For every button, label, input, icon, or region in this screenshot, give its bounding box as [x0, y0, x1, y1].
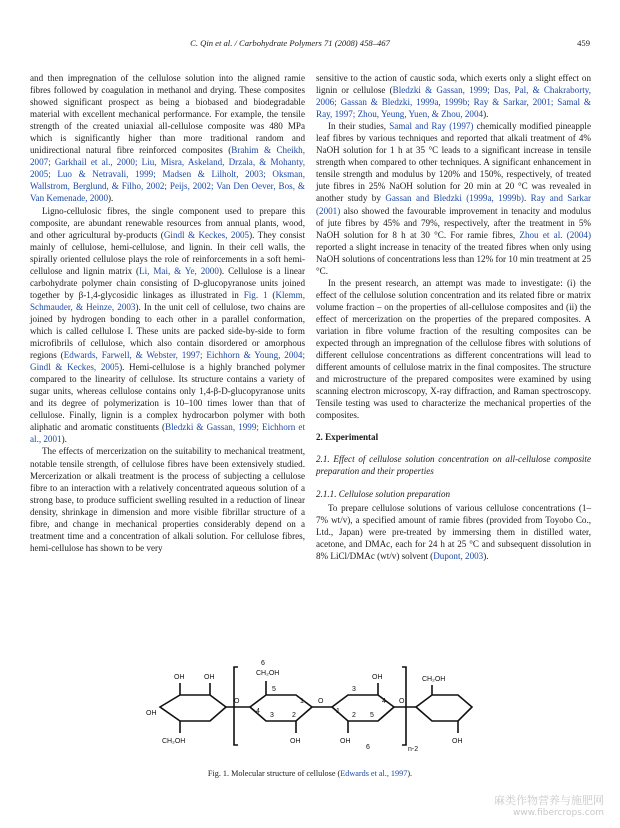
body-text: chemically modified pineapple leaf fibres by various techniques and reported that alkali treatment of 4% NaOH solution for 1 h at 35 °C leads to a significant increase in tensile strength when compared to other techniques. A significant enhancement in tensile strength and modulus by 120% and 150%, respectively, of treated jute fibres in 25% NaOH solution for 20 min at 20 °C was revealed in another study by: [316, 121, 591, 204]
citation-link[interactable]: Li, Mai, & Ye, 2000: [139, 265, 219, 276]
body-text: ).: [483, 550, 489, 561]
cellulose-structure-diagram: [140, 645, 480, 765]
body-text: ).: [108, 193, 114, 204]
page-number: 459: [577, 38, 590, 48]
body-text: To prepare cellulose solutions of various cellulose concentrations (1–7% wt/v), a specified amount of ramie fibres (provided from Toyobo Co., Ltd., Japan) were pre-treated by immersing them in distilled water, acetone, and DMAc, each for 24 h at 25 °C and subsequent dissolution in 8% LiCl/DMAc (wt/v) solvent (: [316, 502, 591, 561]
oxygen-label: O: [234, 698, 240, 705]
carbon-number-label: 3: [352, 686, 356, 693]
citation-link[interactable]: Edwards, Farwell, & Webster, 1997; Eichhorn & Young, 2004; Gindl & Keckes, 2005: [30, 350, 305, 373]
carbon-number-label: 3: [270, 712, 274, 719]
subsubsection-heading: 2.1.1. Cellulose solution preparation: [316, 488, 451, 499]
oh-label: OH: [372, 674, 383, 681]
running-header: [30, 38, 590, 52]
citation-link[interactable]: Klemm, Schmauder, & Heinze, 2003: [30, 289, 305, 312]
body-text: and then impregnation of the cellulose solution into the aligned ramie fibres followed by coagulation in methanol and drying. These composites showed significant prospect as being a biobased and biodegradable material with excellent mechanical performance. For example, the tensile strength of the created uniaxial all-cellulose composite was 480 MPa which is significantly higher than more traditional random and unidirectional natural fibre reinforced composites (: [30, 73, 305, 156]
paragraph: [316, 120, 591, 277]
carbon-number-label: 1: [300, 698, 304, 705]
oh-label: OH: [290, 738, 301, 745]
carbon-number-label: 1: [336, 708, 340, 715]
body-text: .: [523, 193, 531, 204]
caption-text: Fig. 1. Molecular structure of cellulose (: [207, 769, 341, 778]
left-column: [30, 72, 305, 554]
subsection-heading: 2.1. Effect of cellulose solution concentration on all-cellulose composite preparation and their properties: [316, 454, 591, 477]
watermark-title: 麻类作物营养与施肥网: [494, 794, 604, 807]
oh-label: OH: [146, 710, 157, 717]
paragraph: [30, 72, 305, 205]
carbon-number-label: 2: [292, 712, 296, 719]
body-text: In their studies,: [328, 121, 390, 132]
paragraph: [316, 502, 591, 562]
citation-link[interactable]: Dupont, 2003: [433, 550, 484, 561]
paragraph: [30, 445, 305, 553]
citation-link[interactable]: Ray and Sarkar (2001): [316, 193, 592, 216]
citation-link[interactable]: Gindl & Keckes, 2005: [163, 229, 250, 240]
body-text: ). In the unit cell of cellulose, two chains are joined by hydrogen bonding to each other in a parallel conformation, which is called cellulose I. These units are packed side-by-side to form microfibrils of cellulose, which also contain disordered or amorphous regions (: [30, 301, 305, 361]
oxygen-label: O: [399, 698, 405, 705]
citation-link[interactable]: Fig. 1: [243, 289, 268, 300]
oh-label: OH: [174, 674, 185, 681]
citation-link[interactable]: Samal and Ray (1997): [389, 121, 474, 132]
body-text: In the present research, an attempt was made to investigate: (i) the effect of the cellulose solution concentration and its related fibre or matrix volume fraction – on the properties of all-cellulose composites and (ii) the effect of mercerization on the properties of the prepared composites. A variation in fibre volume fraction of the resulting composites can be expected through an impregnation of the cellulose fibres with solutions of different cellulose concentrations as different concentrations will lead to different amounts of cellulose matrix in the final composites. The structure and microstructure of the prepared composites were examined by using scanning electron microscopy, X-ray diffraction, and Raman spectroscopy. Tensile testing was used to characterize the mechanical properties of the composites.: [316, 277, 591, 421]
body-text: also showed the favourable improvement in tenacity and modulus of jute fibres by 45% and 79%, respectively, after the treatment in 5% NaOH solution for 8 h at 30 °C. For ramie fibres,: [316, 205, 591, 240]
oh-label: OH: [340, 738, 351, 745]
journal-citation: C. Qin et al. / Carbohydrate Polymers 71 (2008) 458–467: [190, 38, 390, 48]
ch2oh-label: CH₂OH: [162, 738, 186, 745]
paragraph: [30, 205, 305, 446]
body-text: ). They consist mainly of cellulose, hemi-cellulose, and lignin. In their cell walls, the spirally oriented cellulose plays the role of reinforcements in a soft hemi-cellulose and lignin matrix (: [30, 229, 305, 276]
citation-link[interactable]: Bledzki & Gassan, 1999; Das, Pal, & Chakraborty, 2006; Gassan & Bledzki, 1999a, 1999b; Ray & Sarkar, 2001; Samal & Ray, 1997; Zhou, Yeung, Yuen, & Zhou, 2004: [316, 85, 592, 120]
body-text: ). Cellulose is a linear carbohydrate polymer chain consisting of D-glucopyranose units joined together by β-1,4-glycosidic linkages as illustrated in: [30, 265, 305, 300]
body-text: ).: [61, 434, 67, 445]
carbon-number-label: 4: [382, 698, 386, 705]
paragraph: [316, 277, 591, 422]
right-column: [316, 72, 591, 562]
citation-link[interactable]: Gassan and Bledzki (1999a, 1999b): [385, 193, 524, 204]
carbon-number-label: 4: [256, 708, 260, 715]
oh-label: OH: [452, 738, 463, 745]
citation-link[interactable]: Zhou et al. (2004): [519, 229, 591, 240]
caption-text: ).: [407, 769, 413, 778]
carbon-number-label: 5: [370, 712, 374, 719]
body-text: sensitive to the action of caustic soda, which exerts only a slight effect on lignin or cellulose (: [316, 73, 591, 96]
ch2oh-label: CH₂OH: [256, 670, 280, 677]
citation-link[interactable]: Brahim & Cheikh, 2007; Garkhail et al., 2000; Liu, Misra, Askeland, Drzala, & Mohanty, 2005; Luo & Netravali, 1999; Madsen & Lilholt, 2003; Oksman, Wallstrom, Berglund, & Filho, 2002; Peijs, 2002; Van Den Oever, Bos, & Van Kemenade, 2000: [30, 145, 305, 204]
body-text: (: [267, 289, 276, 300]
repeat-count-label: n-2: [408, 746, 419, 753]
oh-label: OH: [204, 674, 215, 681]
carbon-number-label: 2: [352, 712, 356, 719]
body-text: ). Hemi-cellulose is a highly branched polymer compared to the linearity of cellulose. Its structure contains a variety of sugar units, whereas cellulose contains only 1,4-β-D-glucopyranose units and its degree of polymerization is 10–100 times lower than that of cellulose. Finally, lignin is a complex hydrocarbon polymer with both aliphatic and aromatic constituents (: [30, 362, 305, 433]
figure-caption: [30, 769, 590, 778]
carbon-number-label: 5: [272, 686, 276, 693]
section-heading: 2. Experimental: [316, 432, 379, 443]
ch2oh-label: CH₂OH: [422, 676, 446, 683]
citation-link[interactable]: Bledzki & Gassan, 1999; Eichhorn et al., 2001: [30, 422, 305, 445]
carbon-6-label: 6: [261, 660, 265, 667]
body-text: The effects of mercerization on the suitability to mechanical treatment, notable tensile strength, of cellulose fibres have been extensively studied. Mercerization or alkali treatment is the process of subjecting a cellulose fibre to an interaction with a relatively concentrated aqueous solution of a strong base, to produce sufficient swelling resulted in a reduction of linear density, shrinkage in dimension and more visible fibrillar structure of a fibre, and change in mechanical properties considerably depend on a treatment time and a concentration of alkali solution. For cellulose fibres, hemi-cellulose has shown to be very: [30, 446, 305, 553]
paragraph: [316, 72, 591, 120]
watermark-url: www.fibercrops.com: [513, 808, 604, 818]
oxygen-label: O: [318, 698, 324, 705]
body-text: Ligno-cellulosic fibres, the single component used to prepare this composite, are abundant renewable resources from annual plants, wood, and other agricultural by-products (: [30, 205, 305, 240]
caption-reference-link[interactable]: Edwards et al., 1997: [340, 769, 408, 778]
body-text: ).: [483, 109, 489, 120]
site-watermark: [494, 792, 604, 818]
carbon-6-label: 6: [366, 744, 370, 751]
body-text: reported a slight increase in tenacity of the treated fibres when only using NaOH solutions of concentrations less than 12% for 10 min treatment at 25 °C.: [316, 241, 591, 276]
